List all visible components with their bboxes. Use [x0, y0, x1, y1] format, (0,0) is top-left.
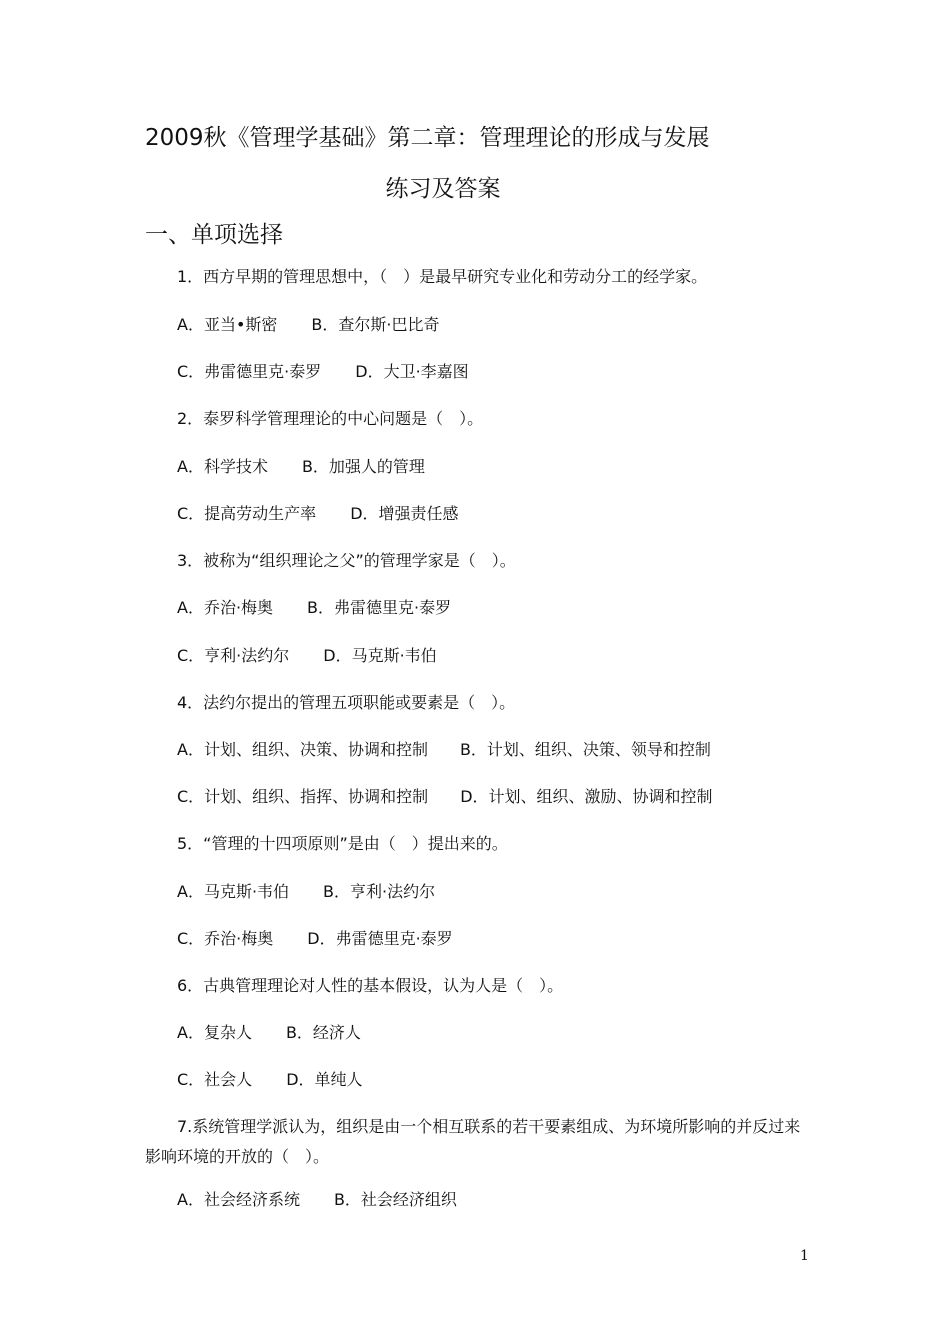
option-row	[177, 1189, 457, 1211]
option: A．乔治·梅奥	[177, 598, 274, 617]
option: A．马克斯·韦伯	[177, 882, 290, 901]
option-row	[177, 786, 713, 808]
option: C．提高劳动生产率	[177, 504, 317, 523]
option-row	[177, 881, 435, 903]
option-row	[177, 739, 711, 761]
option: C．弗雷德里克·泰罗	[177, 362, 322, 381]
option-row	[177, 456, 425, 478]
option-row	[177, 1069, 363, 1091]
option: B．查尔斯·巴比奇	[311, 315, 440, 334]
question-stem: 5．“管理的十四项原则”是由（ ）提出来的。	[177, 834, 508, 853]
option: B．亨利·法约尔	[323, 882, 436, 901]
section-heading: 一、单项选择	[145, 222, 283, 248]
document-title: 2009秋《管理学基础》第二章：管理理论的形成与发展	[145, 125, 710, 151]
option-row	[177, 928, 453, 950]
option: C．乔治·梅奥	[177, 929, 274, 948]
option: B．社会经济组织	[333, 1190, 457, 1209]
page-number: 1	[800, 1248, 809, 1264]
option: D．单纯人	[286, 1070, 363, 1089]
option-row	[177, 645, 437, 667]
option: D．增强责任感	[350, 504, 459, 523]
option: B．经济人	[285, 1023, 361, 1042]
option: A．亚当•斯密	[177, 315, 278, 334]
option: D．大卫·李嘉图	[355, 362, 469, 381]
question-stem: 4．法约尔提出的管理五项职能或要素是（ ）。	[177, 693, 516, 712]
option: A．科学技术	[177, 457, 268, 476]
option: D．计划、组织、激励、协调和控制	[460, 787, 713, 806]
option: B．弗雷德里克·泰罗	[307, 598, 452, 617]
question-stem: 1．西方早期的管理思想中，（ ）是最早研究专业化和劳动分工的经学家。	[177, 267, 708, 286]
option: D．弗雷德里克·泰罗	[307, 929, 453, 948]
option: C．亨利·法约尔	[177, 646, 290, 665]
option-row	[177, 361, 469, 383]
option-row	[177, 1022, 361, 1044]
question-stem: 3．被称为“组织理论之父”的管理学家是（ ）。	[177, 551, 516, 570]
option: C．社会人	[177, 1070, 253, 1089]
option-row	[177, 597, 451, 619]
option-row	[177, 314, 439, 336]
option: A．计划、组织、决策、协调和控制	[177, 740, 428, 759]
document-subtitle: 练习及答案	[385, 176, 501, 202]
option: A．社会经济系统	[177, 1190, 300, 1209]
option: C．计划、组织、指挥、协调和控制	[177, 787, 429, 806]
option: D．马克斯·韦伯	[323, 646, 437, 665]
option: A．复杂人	[177, 1023, 252, 1042]
option-row	[177, 503, 459, 525]
option: B．计划、组织、决策、领导和控制	[459, 740, 711, 759]
option: B．加强人的管理	[301, 457, 425, 476]
question-stem: 7.系统管理学派认为，组织是由一个相互联系的若干要素组成、为环境所影响的并反过来影响环境的开放的（ ）。	[145, 1117, 801, 1166]
question-stem: 2．泰罗科学管理理论的中心问题是（ ）。	[177, 409, 484, 428]
question-stem: 6．古典管理理论对人性的基本假设，认为人是（ ）。	[177, 976, 564, 995]
